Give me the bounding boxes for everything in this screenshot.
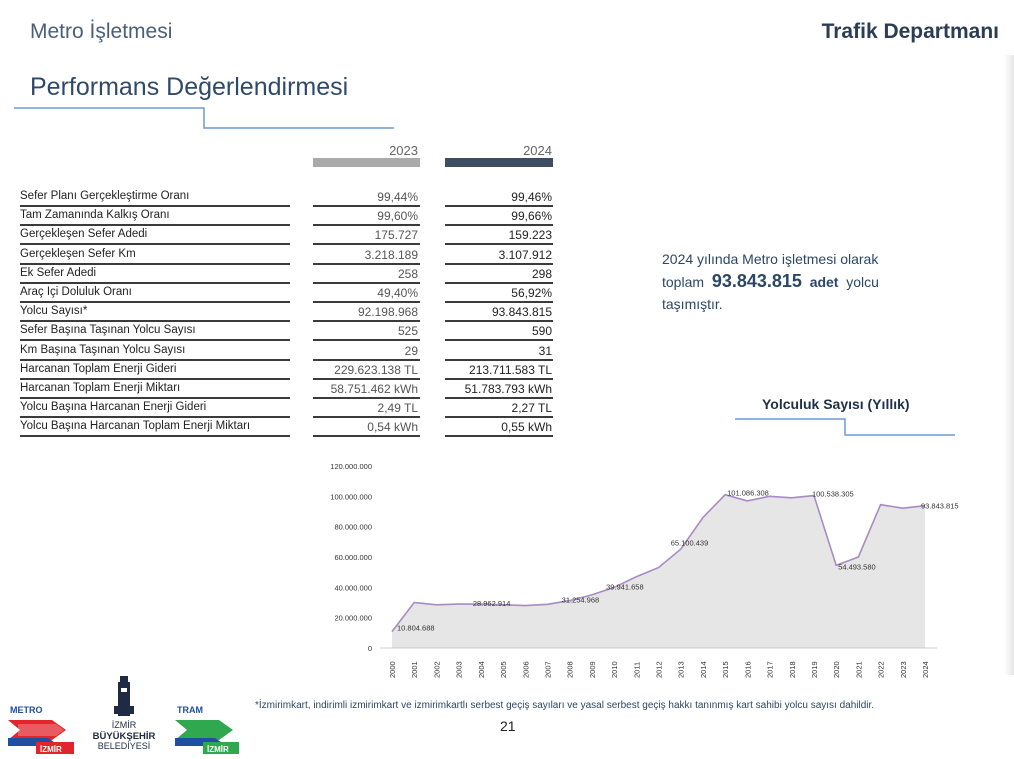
row-value-2023: 258 <box>397 266 418 281</box>
x-tick-label: 2022 <box>876 661 886 678</box>
row-value-2024: 51.783.793 kWh <box>464 382 552 396</box>
y-tick-label: 40.000.000 <box>334 583 372 593</box>
title-underline <box>14 100 399 132</box>
x-tick-label: 2011 <box>632 661 642 678</box>
page-title: Performans Değerlendirmesi <box>30 73 349 101</box>
table-row <box>20 342 553 361</box>
data-label: 39.941.658 <box>606 582 644 592</box>
row-value-2024: 56,92% <box>511 286 552 300</box>
summary-prefix: toplam <box>662 274 705 290</box>
x-tick-label: 2024 <box>921 661 930 678</box>
row-value-2023: 29 <box>404 343 418 358</box>
table-row <box>20 207 553 226</box>
row-label: Yolcu Sayısı* <box>20 305 88 318</box>
x-tick-label: 2016 <box>743 661 753 678</box>
table-row <box>20 265 553 284</box>
row-label: Araç İçi Doluluk Oranı <box>20 286 132 298</box>
y-tick-label: 60.000.000 <box>334 553 372 562</box>
data-label: 65.100.439 <box>670 538 709 548</box>
row-value-2023: 229.623.138 TL <box>334 362 418 377</box>
y-tick-label: 100.000.000 <box>330 492 372 502</box>
row-value-2024: 93.843.815 <box>491 305 552 320</box>
table-row <box>20 246 553 265</box>
metro-logo-bottom-text: İZMİR <box>40 745 62 754</box>
row-label: Km Başına Taşınan Yolcu Sayısı <box>20 343 186 356</box>
row-label: Yolcu Başına Harcanan Toplam Enerji Miktarı <box>20 420 251 433</box>
x-tick-label: 2009 <box>587 661 597 678</box>
belediye-line-1: İZMİR <box>111 720 137 730</box>
summary-unit: adet <box>809 274 839 290</box>
row-value-2024: 213.711.583 TL <box>469 362 552 377</box>
table-row <box>20 322 553 341</box>
x-tick-label: 2003 <box>454 661 464 678</box>
row-label: Sefer Planı Gerçekleştirme Oranı <box>20 190 190 202</box>
footnote: *İzmirimkart, indirimli izmirimkart ve izmirimkartlı serbest geçiş sayıları ve yasal serbest geçiş hakkı tanınmış kart sahibi yolcu sayısı dahildir. <box>255 700 875 711</box>
table-row <box>20 226 553 245</box>
summary-line-2 <box>662 270 922 293</box>
x-tick-label: 2008 <box>565 661 575 678</box>
ridership-area-chart <box>325 458 965 680</box>
izmir-belediye-emblem <box>88 672 160 754</box>
year-2023-heading: 2023 <box>389 143 418 158</box>
table-row <box>20 303 553 322</box>
row-value-2024: 590 <box>531 324 552 339</box>
row-rule-2023 <box>313 435 420 437</box>
x-tick-label: 2023 <box>898 661 908 678</box>
row-value-2024: 99,66% <box>511 209 552 224</box>
row-label: Sefer Başına Taşınan Yolcu Sayısı <box>20 324 196 337</box>
data-label: 101.086.308 <box>727 488 769 498</box>
chart-title: Yolculuk Sayısı (Yıllık) <box>762 396 910 412</box>
row-label: Harcanan Toplam Enerji Gideri <box>20 362 177 375</box>
y-tick-label: 80.000.000 <box>334 522 372 532</box>
y-tick-label: 20.000.000 <box>334 613 372 623</box>
data-label: 100.538.305 <box>811 489 854 499</box>
data-label: 28.962.914 <box>472 599 511 609</box>
x-tick-label: 2021 <box>854 661 864 678</box>
x-tick-label: 2012 <box>654 661 664 678</box>
y-tick-label: 0 <box>367 644 372 653</box>
row-value-2023: 3.218.189 <box>364 247 418 262</box>
y-tick-label: 120.000.000 <box>330 462 372 471</box>
row-label: Gerçekleşen Sefer Km <box>20 247 136 260</box>
row-value-2023: 175.727 <box>374 228 418 243</box>
row-label: Tam Zamanında Kalkış Oranı <box>20 209 170 222</box>
summary-number: 93.843.815 <box>711 271 802 291</box>
row-label: Harcanan Toplam Enerji Miktarı <box>20 382 181 394</box>
x-tick-label: 2018 <box>787 661 797 678</box>
row-label: Gerçekleşen Sefer Adedi <box>20 228 148 241</box>
x-tick-label: 2015 <box>721 661 731 678</box>
row-value-2023: 99,60% <box>377 209 418 224</box>
x-tick-label: 2005 <box>499 661 509 678</box>
belediye-line-2: BÜYÜKŞEHİR <box>92 731 156 742</box>
row-value-2024: 99,46% <box>511 190 552 204</box>
row-label: Yolcu Başına Harcanan Enerji Gideri <box>20 401 207 414</box>
data-label: 31.254.968 <box>561 595 600 605</box>
chart-title-underline <box>735 416 957 440</box>
row-value-2024: 31 <box>538 343 552 358</box>
row-value-2023: 92.198.968 <box>357 305 418 320</box>
x-tick-label: 2019 <box>809 661 819 678</box>
row-value-2024: 159.223 <box>508 228 552 243</box>
data-label: 54.493.580 <box>838 562 876 572</box>
table-row <box>20 284 553 303</box>
summary-line-1: 2024 yılında Metro işletmesi olarak <box>662 251 879 267</box>
summary-text <box>662 248 922 315</box>
metro-izmir-logo <box>8 702 76 754</box>
table-row <box>20 380 553 399</box>
tram-logo-bottom-text: İZMİR <box>207 745 229 754</box>
year-2023-bar <box>313 158 420 167</box>
row-rule-2024 <box>445 435 553 437</box>
x-tick-label: 2010 <box>610 661 620 678</box>
row-value-2024: 3.107.912 <box>498 247 552 262</box>
row-value-2023: 49,40% <box>377 286 418 300</box>
table-row <box>20 361 553 380</box>
row-value-2024: 2,27 TL <box>511 401 552 416</box>
x-tick-label: 2014 <box>698 661 708 678</box>
x-tick-label: 2007 <box>543 661 553 678</box>
row-rule-label <box>20 435 290 437</box>
x-tick-label: 2017 <box>765 661 775 678</box>
row-value-2023: 525 <box>397 324 418 339</box>
row-value-2023: 58.751.462 kWh <box>330 382 418 396</box>
row-value-2023: 99,44% <box>377 190 418 204</box>
summary-suffix: yolcu <box>846 274 879 290</box>
x-tick-label: 2000 <box>388 661 397 678</box>
page-number: 21 <box>500 718 516 734</box>
x-tick-label: 2004 <box>476 661 486 678</box>
year-2024-bar <box>445 158 553 167</box>
year-2024-heading: 2024 <box>523 143 552 158</box>
table-row <box>20 418 553 437</box>
x-tick-label: 2020 <box>832 661 842 678</box>
data-label: 10.804.688 <box>397 623 435 633</box>
x-tick-label: 2013 <box>676 661 686 678</box>
row-label: Ek Sefer Adedi <box>20 266 97 279</box>
metro-logo-top-text: METRO <box>10 705 43 715</box>
x-tick-label: 2002 <box>432 661 442 678</box>
traffic-department-heading: Trafik Departmanı <box>821 20 999 43</box>
table-row <box>20 188 553 207</box>
table-row <box>20 399 553 418</box>
tram-izmir-logo <box>175 702 241 754</box>
row-value-2024: 298 <box>531 266 552 281</box>
row-value-2023: 0,54 kWh <box>367 420 418 435</box>
row-value-2024: 0,55 kWh <box>501 420 552 435</box>
x-tick-label: 2006 <box>521 661 531 678</box>
tram-logo-top-text: TRAM <box>177 705 203 715</box>
data-label: 93.843.815 <box>921 501 959 511</box>
department-heading: Metro İşletmesi <box>30 20 173 43</box>
summary-line-3: taşımıştır. <box>662 296 723 312</box>
belediye-line-3: BELEDİYESİ <box>97 741 151 751</box>
row-value-2023: 2,49 TL <box>377 401 418 416</box>
page-edge-shade <box>1004 55 1014 675</box>
x-tick-label: 2001 <box>410 661 420 678</box>
